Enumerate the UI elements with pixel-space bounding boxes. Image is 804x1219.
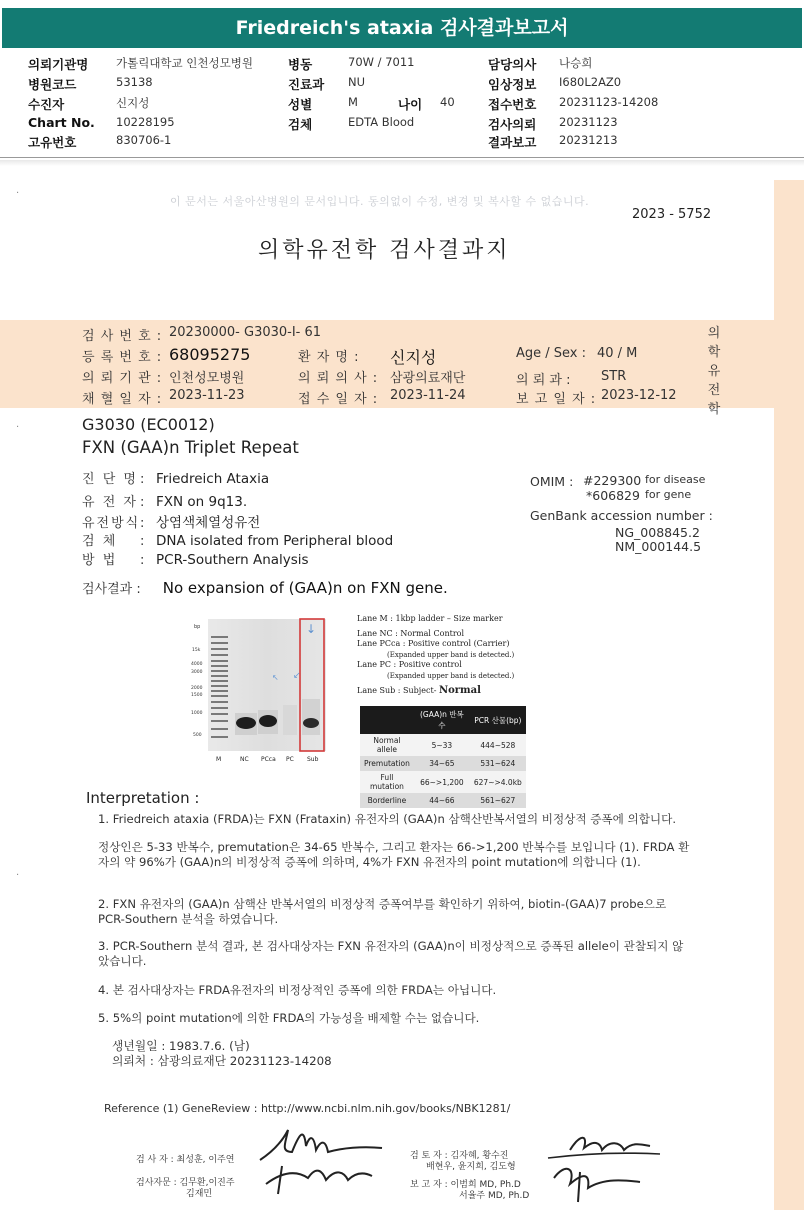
legend-note: (Expanded upper band is detected.) [387,650,515,659]
examiner-signature [252,1122,392,1202]
table-row [360,793,526,808]
info-row: 유 전 자 : FXN on 9q13. [82,491,247,510]
receipt-date-label: 접 수 일 자 : [298,392,379,407]
lane-label: Sub [307,756,319,763]
gel-arrow-icon: ↙ [293,671,301,681]
legend-line: Lane PC : Positive control [357,660,462,669]
gel-electrophoresis-image [190,615,340,775]
band-side-label [706,324,722,419]
birth-date: 생년월일 : 1983.7.6. (남) [112,1039,250,1053]
institution-value: 인천성모병원 [169,371,245,386]
report-doc-title: 의학유전학 검사결과지 [258,238,511,263]
header-label: 접수번호 [488,97,537,112]
reg-no-value: 68095275 [169,345,251,364]
gel-unit: bp [194,624,201,630]
info-value: FXN on 9q13. [156,494,248,510]
header-value: 70W / 7011 [348,55,415,69]
doctor-label: 의 뢰 의 사 : [298,371,379,386]
ladder-label: 1500 [191,693,203,698]
header-value: 20231123 [559,115,618,129]
gel-arrow-icon: ↖ [272,673,279,682]
legend-line [357,686,537,697]
header-row [28,95,788,113]
draw-date-label: 채 혈 일 자 : [82,392,163,407]
header-value: 53138 [116,75,153,89]
side-char: 학 [707,345,721,360]
info-label: 검 체 [82,534,118,549]
header-label: 병동 [288,57,313,72]
gel-svg [190,615,340,775]
ladder-label: 4000 [191,662,203,667]
patient-label: 환 자 명 : [298,350,360,365]
ladder-label: 3000 [191,670,203,675]
requester-info: 의뢰처 : 삼광의료재단 20231123-14208 [112,1054,332,1068]
interpretation-title: Interpretation : [86,789,200,807]
copy-watermark: 이 문서는 서울아산병원의 문서입니다. 동의없이 수정, 변경 및 복사할 수 없습니다. [170,195,590,208]
info-row: 검 체 : DNA isolated from Peripheral blood [82,530,393,549]
interpretation-item: 1. Friedreich ataxia (FRDA)는 FXN (Frataxin) 유전자의 (GAA)n 삼핵산반복서열의 비정상적 증폭에 의합니다. [98,812,677,826]
header-row [28,115,788,133]
report-title-bar: Friedreich's ataxia 검사결과보고서 [2,8,802,48]
header-row [28,133,788,151]
table-cell: 627~>4.0kb [470,771,526,793]
lane-label: PCca [261,756,276,763]
report-date-label: 보 고 일 자 : [516,392,597,407]
table-cell: Normal allele [360,734,414,756]
down-arrow-icon: ↓ [306,622,317,636]
ladder-label: 500 [193,733,202,738]
omim-label: OMIM : [530,474,574,489]
table-cell: Borderline [360,793,414,808]
header-label: 수진자 [28,97,65,112]
table-header-row [360,706,526,734]
header-value: EDTA Blood [348,115,415,129]
header-shadow [0,160,804,166]
table-cell: Full mutation [360,771,414,793]
header-value: M [348,95,358,109]
header-value: 20231213 [559,133,618,147]
dept-label: 의 뢰 과 : [516,373,571,388]
table-cell: 34~65 [414,756,470,771]
repeat-range-table [360,706,526,808]
reviewer-names: 검 토 자 : 김자혜, 황수진 [410,1151,509,1161]
draw-date-value: 2023-11-23 [169,388,245,403]
table-cell: 561~627 [470,793,526,808]
table-header: PCR 산물(bp) [470,706,526,734]
header-label: Chart No. [28,115,95,130]
dept-value: STR [601,369,627,384]
header-label: 진료과 [288,77,325,92]
header-row [28,55,788,73]
side-char: 유 [707,364,721,379]
table-row [360,734,526,756]
info-value: 상염색체열성유전 [156,515,261,531]
advisor-names: 김재민 [186,1189,213,1199]
info-label: 유 전 자 [82,495,138,510]
omim-disease: #229300 [583,473,642,488]
header-value: 가톨릭대학교 인천성모병원 [116,56,253,70]
info-row: 유전방식: 상염색체열성유전 [82,511,260,531]
doctor-value: 삼광의료재단 [390,371,466,386]
table-cell: 531~624 [470,756,526,771]
header-value: 신지성 [116,96,150,110]
result-label: 검사결과 : [82,582,141,597]
test-no-value: 20230000- G3030-I- 61 [169,325,322,340]
table-cell: 5~33 [414,734,470,756]
header-label: 임상정보 [488,77,537,92]
omim-gene-note: for gene [645,488,692,501]
interpretation-item: 4. 본 검사대상자는 FRDA유전자의 비정상적인 증폭에 의한 FRDA는 아닙니다. [98,983,497,997]
result-value: No expansion of (GAA)n on FXN gene. [162,579,448,597]
header-value: 10228195 [116,115,175,129]
header-label: 나이 [398,97,423,112]
scan-mark: · [16,188,20,199]
header-label: 검체 [288,117,313,132]
header-label: 병원코드 [28,77,77,92]
table-cell: 66~>1,200 [414,771,470,793]
info-row: 진 단 명 : Friedreich Ataxia [82,468,269,487]
header-label: 성별 [288,97,313,112]
examiner-names: 검 사 자 : 최성훈, 이주연 [136,1155,235,1165]
report-number: 2023 - 5752 [632,207,712,222]
header-value: 나승희 [559,56,593,70]
header-value: 20231123-14208 [559,95,659,109]
omim-gene: *606829 [586,488,640,503]
header-label: 의뢰기관명 [28,57,89,72]
reviewer-names: 배현우, 윤지희, 김도형 [426,1162,516,1172]
header-label: 담당의사 [488,57,537,72]
header-value: 40 [440,95,455,109]
table-cell: Premutation [360,756,414,771]
legend-line: Lane NC : Normal Control [357,628,465,638]
info-label: 방 법 [82,553,118,568]
ladder-label: 15k [192,648,201,653]
reporter-names: 서율주 MD, Ph.D [459,1191,530,1201]
legend-sub-result: Normal [438,685,481,696]
institution-label: 의 뢰 기 관 : [82,371,163,386]
page-edge-strip [774,180,804,1210]
scan-mark: · [16,870,20,881]
info-value: Friedreich Ataxia [156,471,270,487]
legend-line: Lane PCca : Positive control (Carrier) [357,639,510,648]
lane-label: PC [286,756,294,763]
header-label: 결과보고 [488,135,537,150]
table-header [360,706,414,734]
header-value: NU [348,75,366,89]
header-label: 검사의뢰 [488,117,537,132]
lane-label: M [216,756,222,763]
header-value: 830706-1 [116,133,172,147]
info-label: 유전방식 [82,516,141,531]
ladder-label: 2000 [191,686,203,691]
test-no-label: 검 사 번 호 : [82,329,163,344]
header-label: 고유번호 [28,135,77,150]
side-char: 의 [707,326,721,341]
genbank-label: GenBank accession number : [530,508,713,523]
header-divider [0,157,804,158]
reporter-names: 보 고 자 : 이범희 MD, Ph.D [410,1180,521,1190]
age-sex-label: Age / Sex : [516,346,587,361]
test-name: FXN (GAA)n Triplet Repeat [82,438,299,457]
info-value: PCR-Southern Analysis [156,552,309,568]
legend-line: Lane M : 1kbp ladder – Size marker [357,614,503,623]
table-row [360,756,526,771]
interpretation-item: 2. FXN 유전자의 (GAA)n 삼핵산 반복서열의 비정상적 증폭여부를 확인하기 위하여, biotin-(GAA)7 probe으로 PCR-Southern 분석을 하였습니다. [98,897,667,926]
receipt-date-value: 2023-11-24 [390,388,466,403]
header-row [28,75,788,93]
reviewer-signature [540,1128,670,1206]
reg-no-label: 등 록 번 호 : [82,350,163,365]
gel-lane-legend [357,614,537,697]
genbank-id: NM_000144.5 [615,539,702,554]
table-header: (GAA)n 반복수 [414,706,470,734]
header-value: I680L2AZ0 [559,75,622,89]
report-date-value: 2023-12-12 [601,388,677,403]
test-result [82,578,448,597]
age-sex-value: 40 / M [597,346,638,361]
side-char: 전 [707,383,721,398]
lane-label: NC [240,756,249,763]
table-cell: 44~66 [414,793,470,808]
info-label: 진 단 명 [82,472,138,487]
interpretation-item: 5. 5%의 point mutation에 의한 FRDA의 가능성을 배제할 수는 없습니다. [98,1011,480,1025]
info-value: DNA isolated from Peripheral blood [156,533,394,549]
omim-disease-note: for disease [645,473,706,486]
info-row: 방 법 : PCR-Southern Analysis [82,549,309,568]
table-cell: 444~528 [470,734,526,756]
legend-sub-label: Lane Sub : Subject- [357,686,437,695]
patient-value: 신지성 [390,348,437,367]
side-char: 학 [707,402,721,417]
genbank-id: NG_008845.2 [615,525,700,540]
interpretation-item: 정상인은 5-33 반복수, premutation은 34-65 반복수, 그리고 환자는 66->1,200 반복수를 보입니다 (1). FRDA 환자의 약 96%가 (GAA)n의 비정상적 증폭에 의하며, 4%가 FXN 유전자의 point mutation에 의합니다 (1). [98,840,690,869]
ladder-label: 1000 [191,711,203,716]
advisor-names: 검사자문 : 김무환,이진주 [136,1178,235,1188]
interpretation-item: 3. PCR-Southern 분석 결과, 본 검사대상자는 FXN 유전자의 (GAA)n이 비정상적으로 증폭된 allele이 관찰되지 않았습니다. [98,939,684,968]
legend-note: (Expanded upper band is detected.) [387,671,515,680]
scan-mark: · [16,422,20,433]
table-row [360,771,526,793]
test-code: G3030 (EC0012) [82,415,215,434]
reference: Reference (1) GeneReview : http://www.ncbi.nlm.nih.gov/books/NBK1281/ [104,1102,511,1115]
